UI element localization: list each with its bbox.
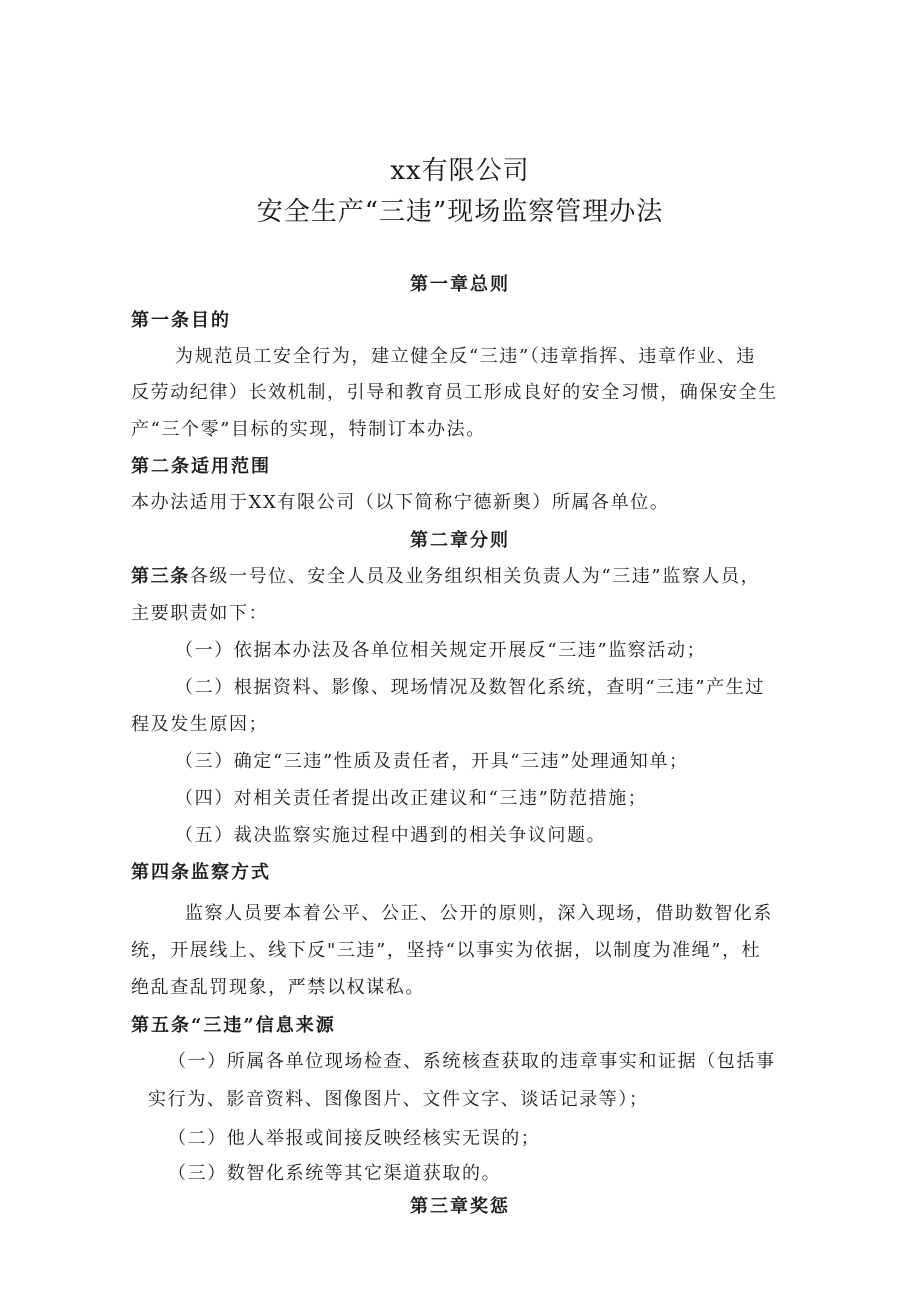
list-item: （二）他人举报或间接反映经核实无误的； <box>168 1128 541 1149</box>
paragraph-line: 统，开展线上、线下反"三违”，坚持“以事实为依据，以制度为准绳”，杜 <box>131 940 762 961</box>
paragraph-line: 本办法适用于XX有限公司（以下简称宁德新奥）所属各单位。 <box>131 492 670 513</box>
list-item: （五）裁决监察实施过程中遇到的相关争议问题。 <box>175 825 607 846</box>
paragraph-line: 主要职责如下： <box>131 603 269 624</box>
article-heading: 第四条监察方式 <box>131 862 271 883</box>
list-item-continuation: 实行为、影音资料、图像图片、文件文字、谈话记录等）； <box>148 1089 649 1110</box>
paragraph-line: 反劳动纪律）长效机制，引导和教育员工形成良好的安全习惯，确保安全生 <box>131 382 778 403</box>
list-item-continuation: 程及发生原因； <box>131 714 269 735</box>
paragraph-line: 监察人员要本着公平、公正、公开的原则，深入现场，借助数智化系 <box>185 903 773 924</box>
paragraph-line <box>131 566 760 588</box>
chapter-heading: 第三章奖惩 <box>410 1196 510 1217</box>
list-item: （一）依据本办法及各单位相关规定开展反“三违”监察活动； <box>175 640 707 661</box>
chapter-heading: 第一章总则 <box>410 274 510 295</box>
paragraph-line: 绝乱查乱罚现象，严禁以权谋私。 <box>131 977 425 998</box>
paragraph-line: 为规范员工安全行为，建立健全反“三违”（违章指挥、违章作业、违 <box>175 346 757 367</box>
list-item: （一）所属各单位现场检查、系统核查获取的违章事实和证据（包括事 <box>168 1051 776 1072</box>
chapter-heading: 第二章分则 <box>410 530 510 551</box>
article-heading: 第五条“三违”信息来源 <box>131 1015 336 1036</box>
paragraph-line: 产“三个零”目标的实现，特制订本办法。 <box>131 419 486 440</box>
article-heading: 第一条目的 <box>131 310 231 331</box>
document-title-company: xx有限公司 <box>390 156 530 186</box>
paragraph-text: 各级一号位、安全人员及业务组织相关负责人为“三违”监察人员， <box>189 566 761 587</box>
article-label: 第三条 <box>131 566 190 587</box>
document-title-main: 安全生产“三违”现场监察管理办法 <box>256 197 664 227</box>
list-item: （二）根据资料、影像、现场情况及数智化系统，查明“三违”产生过 <box>175 677 766 698</box>
article-heading: 第二条适用范围 <box>131 456 271 477</box>
list-item: （三）数智化系统等其它渠道获取的。 <box>168 1163 502 1184</box>
list-item: （四）对相关责任者提出改正建议和“三违”防范措施； <box>175 788 648 809</box>
list-item: （三）确定“三违”性质及责任者，开具“三违”处理通知单； <box>175 751 689 772</box>
